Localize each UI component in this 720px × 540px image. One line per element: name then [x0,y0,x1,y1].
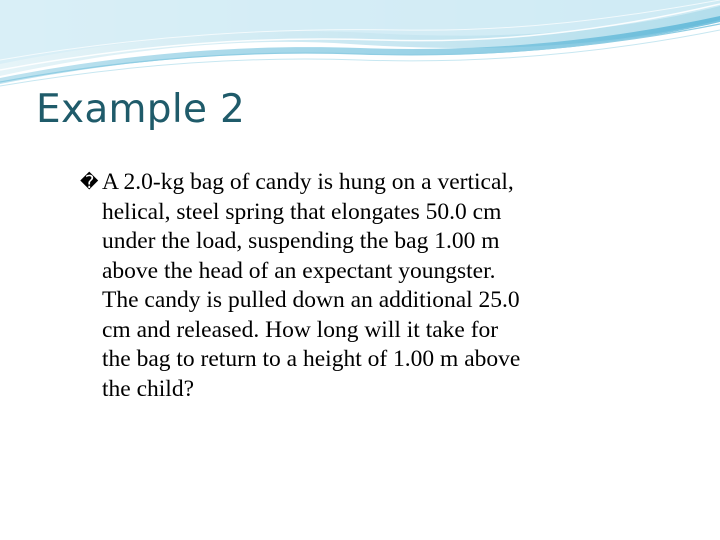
body-line-4: above the head of an expectant youngster. [102,257,496,284]
body-line-2: helical, steel spring that elongates 50.0 cm [102,198,502,225]
body-line-8: the child? [102,375,195,402]
slide-title: Example 2 [36,87,246,132]
body-line-3: under the load, suspending the bag 1.00 m [102,228,500,254]
body-line-6: cm and released. How long will it take for [102,316,499,343]
body-line-1: A 2.0-kg bag of candy is hung on a vertical, [102,169,514,195]
header-wave-decoration [0,0,720,95]
body-text-block [80,168,660,404]
body-line-7: the bag to return to a height of 1.00 m above [102,346,521,372]
bullet-paragraph [80,168,660,404]
bullet-icon: � [80,172,99,193]
body-line-5: The candy is pulled down an additional 25.0 [102,287,520,313]
